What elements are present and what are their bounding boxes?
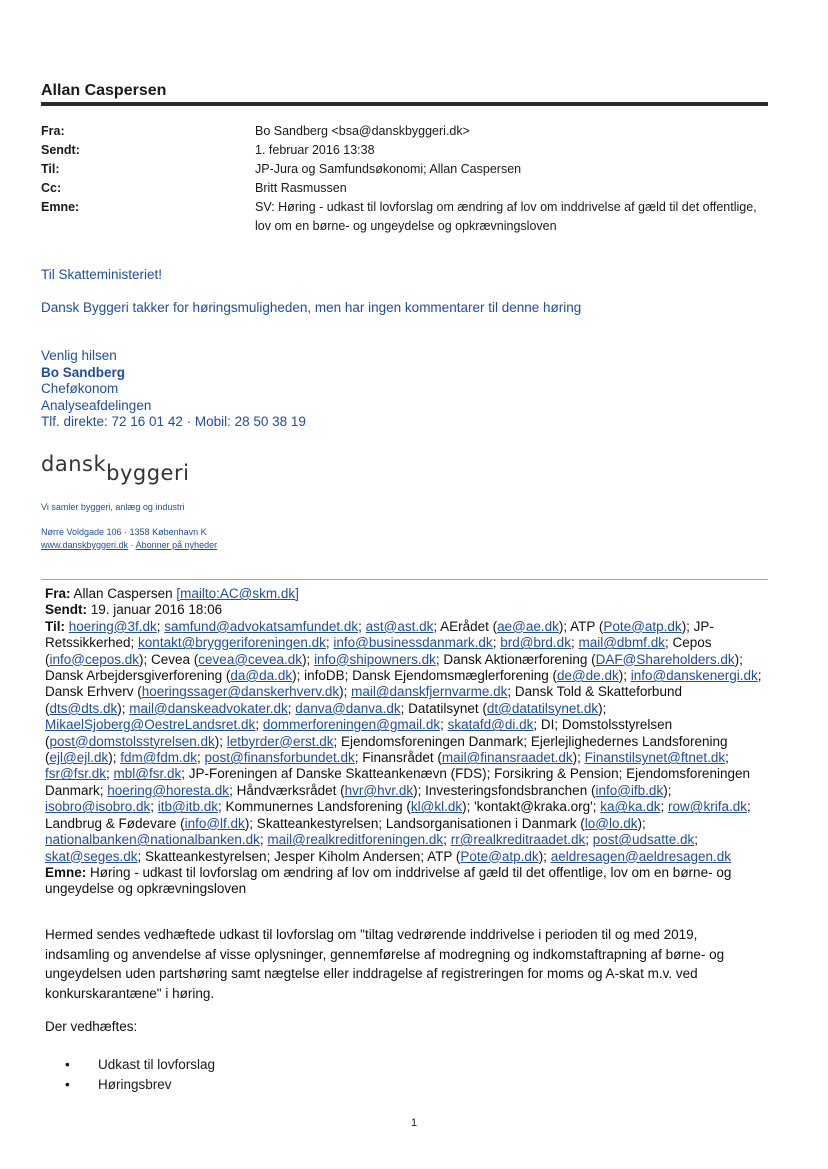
company-tagline: Vi samler byggeri, anlæg og industri (41, 502, 185, 512)
signature-title: Cheføkonom (41, 381, 119, 396)
header-label-cc: Cc: (41, 181, 62, 195)
recipient-text: ; Datatilsynet ( (400, 700, 487, 716)
recipient-email-link[interactable]: mail@realkreditforeningen.dk (267, 832, 444, 848)
recipient-email-link[interactable]: Pote@atp.dk (460, 848, 539, 864)
forward-divider (41, 579, 768, 580)
recipient-email-link[interactable]: samfund@advokatsamfundet.dk (164, 618, 359, 634)
fwd-from-mailto-link[interactable]: [mailto:AC@skm.dk] (176, 586, 299, 601)
recipient-email-link[interactable]: mbl@fsr.dk (113, 766, 182, 782)
page-number: 1 (410, 1117, 418, 1129)
recipient-email-link[interactable]: fsr@fsr.dk (45, 766, 106, 782)
recipient-text: ; Cepos ( (45, 635, 712, 667)
recipient-email-link[interactable]: kl@kl.dk (410, 799, 463, 815)
recipient-email-link[interactable]: dt@datatilsynet.dk (486, 700, 599, 716)
recipient-email-link[interactable]: cevea@cevea.dk (198, 651, 303, 667)
recipient-email-link[interactable]: mail@danskfjernvarme.dk (351, 684, 508, 700)
header-value-sent: 1. februar 2016 13:38 (255, 143, 375, 157)
recipient-text: ; AErådet ( (433, 618, 498, 634)
recipient-email-link[interactable]: post@domstolsstyrelsen.dk (49, 733, 215, 749)
recipient-text: ); infoDB; Dansk Ejendomsmæglerforening ( (292, 668, 557, 684)
recipient-email-link[interactable]: mail@finansraadet.dk (441, 750, 573, 766)
recipient-email-link[interactable]: rr@realkreditraadet.dk (450, 832, 586, 848)
header-value-from: Bo Sandberg <bsa@danskbyggeri.dk> (255, 124, 470, 138)
recipient-email-link[interactable]: de@de.dk (556, 668, 619, 684)
header-value-to: JP-Jura og Samfundsøkonomi; Allan Caspersen (255, 162, 522, 176)
recipient-text: ; Dansk Erhverv ( (45, 668, 762, 700)
signature-phone: Tlf. direkte: 72 16 01 42 · Mobil: 28 50 38 19 (41, 414, 306, 429)
signature-block (41, 348, 306, 431)
recipient-email-link[interactable]: kontakt@bryggeriforeningen.dk (138, 635, 326, 651)
header-label-sent: Sendt: (41, 143, 80, 157)
recipient-text: ); (302, 651, 315, 667)
recipient-text: ); (598, 700, 607, 716)
signature-name: Bo Sandberg (41, 364, 126, 380)
recipient-text: ; Dansk Told & Skatteforbund ( (45, 684, 682, 716)
recipient-email-link[interactable]: letbyrder@erst.dk (226, 733, 334, 749)
fwd-recipients (45, 619, 765, 865)
recipient-text: ; (660, 799, 669, 815)
recipient-email-link[interactable]: mail@danskeadvokater.dk (129, 700, 288, 716)
recipient-email-link[interactable]: da@da.dk (230, 668, 293, 684)
recipient-email-link[interactable]: skatafd@di.dk (447, 717, 534, 733)
recipient-text: ; Kommunernes Landsforening ( (218, 799, 411, 815)
recipient-text: ; (255, 717, 263, 733)
recipient-text: ); (117, 700, 130, 716)
recipient-text: ; (585, 832, 593, 848)
recipient-email-link[interactable]: hoering@3f.dk (68, 618, 157, 634)
recipient-text: ; (570, 635, 579, 651)
recipient-list (45, 619, 762, 864)
letterhead-name: Allan Caspersen (41, 82, 167, 99)
website-link[interactable]: www.danskbyggeri.dk (41, 540, 129, 550)
recipient-email-link[interactable]: dts@dts.dk (49, 700, 118, 716)
recipient-text: ); (538, 848, 551, 864)
recipient-email-link[interactable]: aeldresagen@aeldresagen.dk (550, 848, 732, 864)
recipient-email-link[interactable]: mail@dbmf.dk (578, 635, 665, 651)
header-divider (41, 102, 768, 106)
recipient-email-link[interactable]: hoering@horesta.dk (107, 782, 230, 798)
recipient-text: ); Dansk Arbejdersgiverforening ( (45, 651, 743, 684)
recipient-text: ); JP-Retssikkerhed; (45, 618, 714, 651)
recipient-text: ; (156, 618, 165, 634)
attachments-intro: Der vedhæftes: (45, 1019, 138, 1034)
recipient-email-link[interactable]: post@udsatte.dk (592, 832, 695, 848)
recipient-text: ); (339, 684, 352, 700)
recipient-email-link[interactable]: hvr@hvr.dk (344, 782, 414, 798)
reply-greeting: Til Skatteministeriet! (41, 267, 163, 282)
recipient-email-link[interactable]: ast@ast.dk (365, 618, 434, 634)
recipient-email-link[interactable]: DAF@Shareholders.dk (595, 651, 735, 667)
recipient-email-link[interactable]: ejl@ejl.dk (49, 750, 109, 766)
recipient-email-link[interactable]: ae@ae.dk (497, 618, 559, 634)
recipient-text: ; (440, 717, 448, 733)
recipient-email-link[interactable]: Finanstilsynet@ftnet.dk (584, 750, 726, 766)
recipient-text: ); 'kontakt@kraka.org'; (462, 799, 601, 815)
recipient-email-link[interactable]: info@ifb.dk (595, 782, 664, 798)
recipient-email-link[interactable]: row@krifa.dk (668, 799, 747, 815)
recipient-email-link[interactable]: itb@itb.dk (157, 799, 219, 815)
header-label-to: Til: (41, 162, 60, 176)
signature-closing: Venlig hilsen (41, 348, 117, 363)
recipient-text: ; Dansk Aktionærforening ( (435, 651, 596, 667)
recipient-text: ); (572, 750, 585, 766)
header-label-from: Fra: (41, 124, 65, 138)
signature-department: Analyseafdelingen (41, 397, 152, 413)
fwd-sent: 19. januar 2016 18:06 (90, 602, 223, 618)
logo-part-byggeri: byggeri (106, 461, 190, 485)
recipient-email-link[interactable]: MikaelSjoberg@OestreLandsret.dk (45, 717, 256, 733)
recipient-text: ; DI; Domstolsstyrelsen ( (45, 717, 673, 749)
recipient-text: ; (325, 635, 334, 651)
recipient-text: ; (694, 832, 699, 848)
fwd-from: Allan Caspersen (73, 586, 173, 601)
fwd-to-label: Til: (45, 618, 65, 634)
logo-part-dansk: dansk (41, 452, 107, 476)
recipient-text: ; (196, 750, 205, 766)
recipient-text: ; Skatteankestyrelsen; Jesper Kiholm Andersen; ATP ( (137, 848, 461, 864)
recipient-text: ; (492, 635, 501, 651)
recipient-email-link[interactable]: info@cepos.dk (49, 651, 140, 667)
fwd-from-label: Fra: (45, 586, 71, 601)
recipient-text: ; (443, 832, 451, 848)
recipient-text: ; Håndværksrådet ( (229, 782, 345, 798)
recipient-email-link[interactable]: dommerforeningen@gmail.dk (262, 717, 441, 733)
forwarded-header (45, 586, 765, 898)
recipient-email-link[interactable]: brd@brd.dk (500, 635, 571, 651)
recipient-email-link[interactable]: info@shipowners.dk (314, 651, 436, 667)
recipient-email-link[interactable]: info@lf.dk (184, 815, 245, 831)
recipient-email-link[interactable]: hoeringssager@danskerhverv.dk (141, 684, 340, 700)
recipient-email-link[interactable]: ka@ka.dk (600, 799, 661, 815)
recipient-email-link[interactable]: danva@danva.dk (295, 700, 401, 716)
recipient-text: ); (637, 815, 646, 831)
recipient-email-link[interactable]: info@danskenergi.dk (630, 668, 758, 684)
recipient-email-link[interactable]: post@finansforbundet.dk (204, 750, 355, 766)
fwd-subject: Høring - udkast til lovforslag om ændring af lov om inddrivelse af gæld til det offentlige, lov om en børne- og ungeydelse og opkrævningsloven (45, 864, 732, 897)
address-separator: · (128, 540, 136, 550)
recipient-text: ; JP-Foreningen af Danske Skatteankenævn (FDS); Forsikring & Pension; Ejendomsforeningen Danmark; (45, 766, 750, 798)
body-paragraph: Hermed sendes vedhæftede udkast til lovforslag om "tiltag vedrørende inddrivelse i perioden til og med 2019, indsamling og anvendelse af visse oplysninger, gennemførelse af modregning og indkomstaftrapning af børne- og ungeydelsen uden partshøring samt nægtelse eller inddragelse af registreringen for moms og A-skat m.v. ved konkurskarantæne" i høring. (45, 927, 725, 1001)
company-address (41, 526, 217, 552)
attachment-list (65, 1055, 215, 1095)
recipient-text: ); (663, 782, 672, 798)
recipient-text: ; (259, 832, 268, 848)
fwd-sent-label: Sendt: (45, 602, 87, 618)
recipient-email-link[interactable]: isobro@isobro.dk (45, 799, 151, 815)
recipient-email-link[interactable]: info@businessdanmark.dk (333, 635, 493, 651)
fwd-subject-label: Emne: (45, 864, 87, 880)
recipient-text: ); (214, 733, 227, 749)
dansk-byggeri-logo (41, 452, 190, 485)
recipient-email-link[interactable]: lo@lo.dk (584, 815, 638, 831)
recipient-text: ; Ejendomsforeningen Danmark; Ejerlejlighedernes Landsforening ( (45, 733, 728, 766)
recipient-email-link[interactable]: fdm@fdm.dk (120, 750, 197, 766)
reply-text: Dansk Byggeri takker for høringsmuligheden, men har ingen kommentarer til denne høring (41, 300, 582, 315)
header-label-subject: Emne: (41, 200, 80, 214)
recipient-text: ; Landbrug & Fødevare ( (45, 799, 751, 831)
recipient-email-link[interactable]: nationalbanken@nationalbanken.dk (45, 832, 260, 848)
address-line: Nørre Voldgade 106 · 1358 København K (41, 527, 207, 537)
header-value-subject: SV: Høring - udkast til lovforslag om ændring af lov om inddrivelse af gæld til det offentlige, lov om en børne- og ungeydelse og opkrævningsloven (255, 200, 757, 233)
recipient-email-link[interactable]: skat@seges.dk (45, 848, 138, 864)
recipient-text: ; (150, 799, 158, 815)
recipient-text: ); ATP ( (558, 618, 604, 634)
recipient-text: ; (358, 618, 366, 634)
attachment-item: • Høringsbrev (65, 1075, 215, 1095)
recipient-text: ; Finansrådet ( (354, 750, 442, 766)
recipient-text: ; (287, 700, 296, 716)
recipient-text: ; (105, 766, 114, 782)
recipient-text: ); Skatteankestyrelsen; Landsorganisationen i Danmark ( (244, 815, 585, 831)
recipient-text: ); Cevea ( (139, 651, 199, 667)
recipient-text: ); Investeringsfondsbranchen ( (413, 782, 596, 798)
recipient-text: ); (618, 668, 631, 684)
recipient-text: ; (725, 750, 729, 766)
attachment-item: • Udkast til lovforslag (65, 1055, 215, 1075)
recipient-text: ); (108, 750, 121, 766)
subscribe-link[interactable]: Abonner på nyheder (135, 540, 218, 550)
recipient-email-link[interactable]: Pote@atp.dk (603, 618, 682, 634)
header-value-cc: Britt Rasmussen (255, 181, 347, 195)
